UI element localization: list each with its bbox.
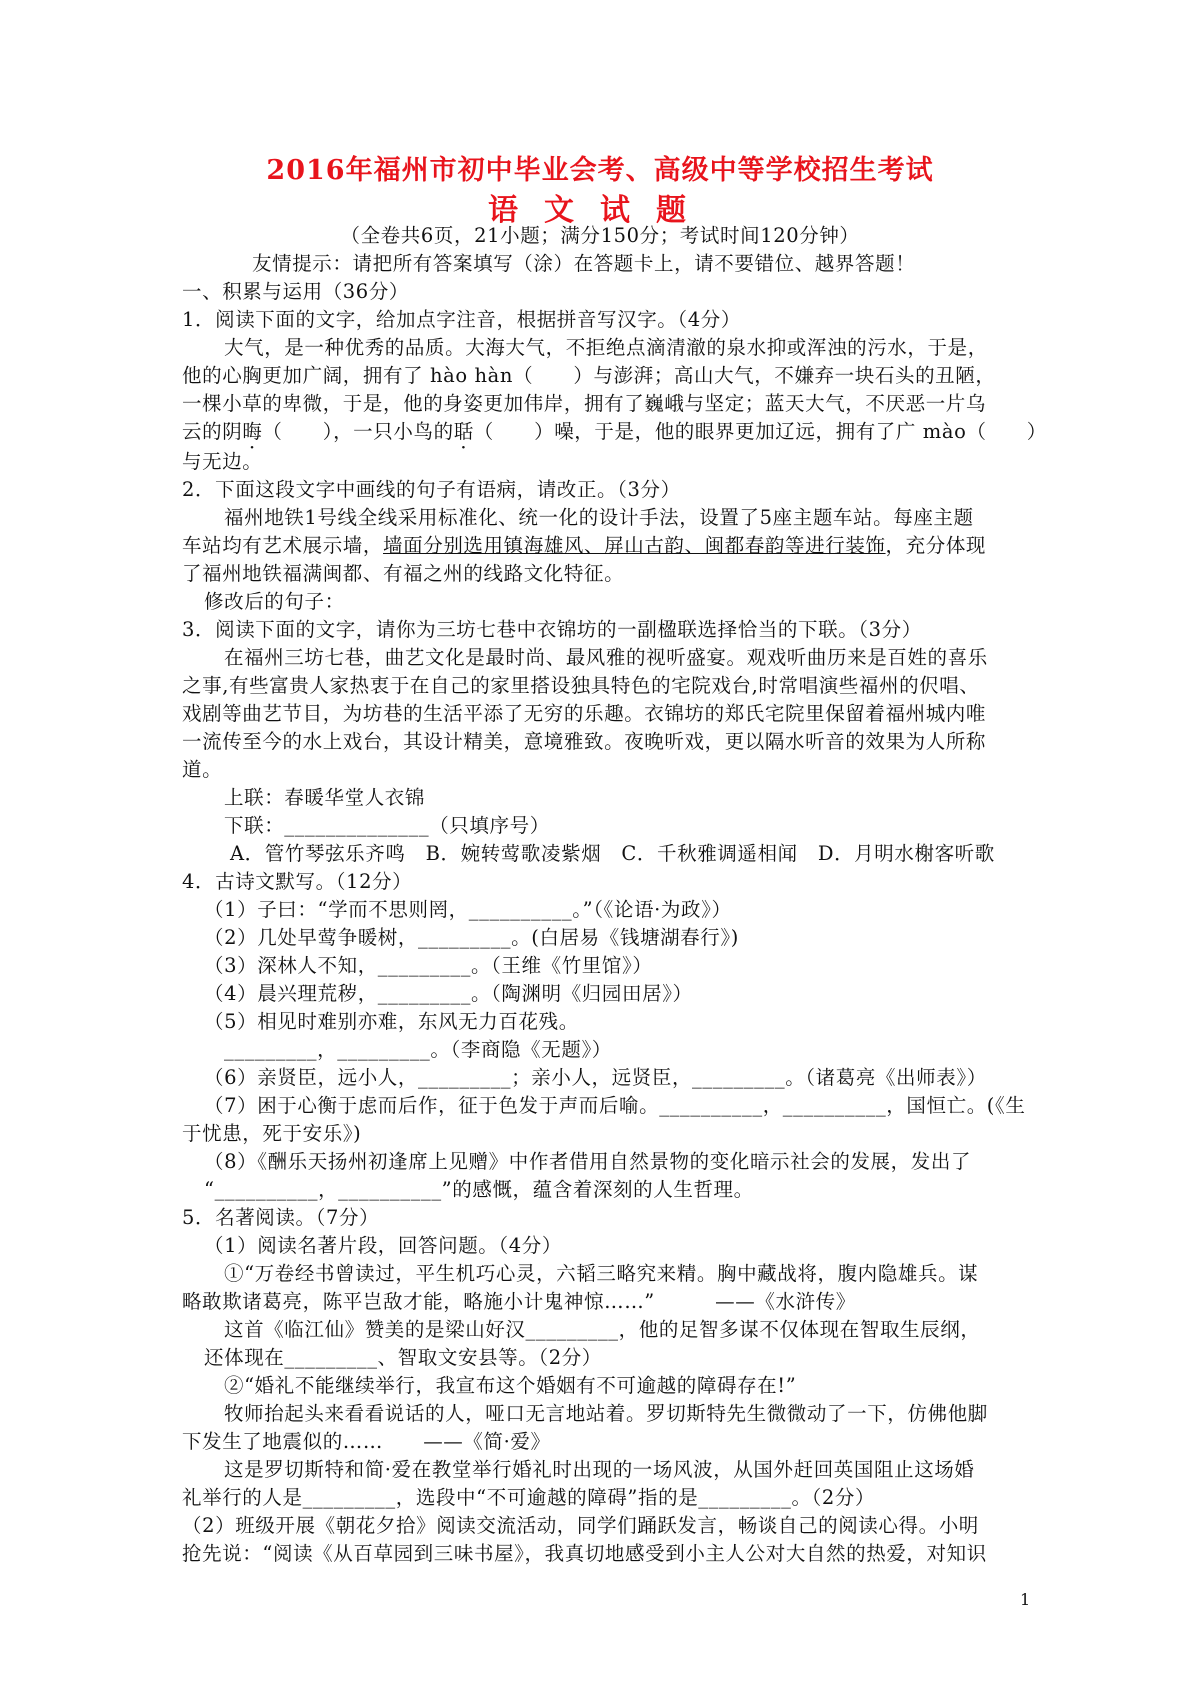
couplet-upper: 上联：春暖华堂人衣锦 [224, 786, 426, 809]
page-number: 1 [1020, 1590, 1031, 1609]
q5-text-line: 牧师抬起头来看看说话的人，哑口无言地站着。罗切斯特先生微微动了一下，仿佛他脚 [224, 1402, 988, 1425]
q3-heading: 3．阅读下面的文字，请你为三坊七巷中衣锦坊的一副楹联选择恰当的下联。（3分） [182, 618, 922, 641]
q5-text-line: 还体现在_________、智取文安县等。（2分） [204, 1346, 602, 1369]
q1-text-line: 他的心胸更加广阔，拥有了 hào hàn（ ）与澎湃；高山大气，不嫌弃一块石头的丑陋， [182, 364, 996, 387]
q3-text-line: 一流传至今的水上戏台，其设计精美，意境雅致。夜晚听戏，更以隔水听音的效果为人所称 [182, 730, 987, 753]
couplet-lower: 下联：______________（只填序号） [224, 814, 550, 837]
dotted-char: 聒 [453, 420, 474, 443]
section-heading: 一、积累与运用（36分） [182, 280, 410, 303]
q3-text-line: 道。 [182, 758, 223, 781]
q1-text-line: 大气，是一种优秀的品质。大海大气，不拒绝点滴清澈的泉水抑或浑浊的污水，于是， [224, 336, 988, 359]
q4-item: _________，_________。（李商隐《无题》） [224, 1038, 612, 1061]
q1-text-line: 与无边。 [182, 450, 263, 473]
underlined-sentence: 墙面分别选用镇海雄风、屏山古韵、闽都春韵等进行装饰 [383, 534, 886, 557]
exam-tip: 友情提示：请把所有答案填写（涂）在答题卡上，请不要错位、越界答题！ [252, 252, 916, 275]
q2-text-line [182, 532, 1032, 560]
q5-text-line: 这首《临江仙》赞美的是梁山好汉_________，他的足智多谋不仅体现在智取生辰纲， [224, 1318, 981, 1341]
q3-text-line: 之事,有些富贵人家热衷于在自己的家里搭设独具特色的宅院戏台,时常唱演些福州的伬唱、 [182, 674, 980, 697]
q2-text-line: 福州地铁1号线全线采用标准化、统一化的设计手法，设置了5座主题车站。每座主题 [224, 506, 974, 529]
q4-heading: 4．古诗文默写。（12分） [182, 870, 413, 893]
q4-item: （7）困于心衡于虑而后作，征于色发于声而后喻。__________，__________，国恒亡。(《生 [204, 1094, 1026, 1117]
q4-item: （2）几处早莺争暖树，_________。(白居易《钱塘湖春行》) [204, 926, 739, 949]
q5-part: （2）班级开展《朝花夕拾》阅读交流活动，同学们踊跃发言，畅谈自己的阅读心得。小明 [182, 1514, 979, 1537]
q5-text-line: ②“婚礼不能继续举行，我宣布这个婚姻有不可逾越的障碍存在!” [224, 1374, 797, 1397]
exam-subtitle: 语文试题 [488, 193, 712, 228]
q5-text-line: 下发生了地震似的…… ——《简·爱》 [182, 1430, 551, 1453]
q4-item: （5）相见时难别亦难，东风无力百花残。 [204, 1010, 579, 1033]
q5-text-line: 抢先说：“阅读《从百草园到三味书屋》，我真切地感受到小主人公对大自然的热爱，对知识 [182, 1542, 987, 1565]
q5-text-line: 这是罗切斯特和简·爱在教堂举行婚礼时出现的一场风波，从国外赶回英国阻止这场婚 [224, 1458, 975, 1481]
couplet-options: A．管竹琴弦乐齐鸣 B．婉转莺歌凌紫烟 C．千秋雅调遥相闻 D．月明水榭客听歌 [230, 842, 995, 865]
q3-text-line: 戏剧等曲艺节目，为坊巷的生活平添了无穷的乐趣。衣锦坊的郑氏宅院里保留着福州城内唯 [182, 702, 987, 725]
exam-title: 2016年福州市初中毕业会考、高级中等学校招生考试 [266, 155, 934, 186]
q5-heading: 5．名著阅读。（7分） [182, 1206, 380, 1229]
q4-item: （6）亲贤臣，远小人，_________；亲小人，远贤臣，_________。（诸葛亮《出师表》） [204, 1066, 987, 1089]
exam-meta: （全卷共6页，21小题；满分150分；考试时间120分钟） [340, 224, 860, 247]
q1-text-segment: （ ），一只小鸟的 [262, 420, 454, 443]
q1-text-line: 一棵小草的卑微，于是，他的身姿更加伟岸，拥有了巍峨与坚定；蓝天大气，不厌恶一片乌 [182, 392, 987, 415]
q5-text-line: ①“万卷经书曾读过，平生机巧心灵，六韬三略究来精。胸中藏战将，腹内隐雄兵。谋 [224, 1262, 979, 1285]
q4-item: （4）晨兴理荒秽，_________。（陶渊明《归园田居》） [204, 982, 693, 1005]
q4-item: 于忧患，死于安乐》) [182, 1122, 362, 1145]
q2-text-segment: 车站均有艺术展示墙， [182, 534, 384, 557]
q1-text-line [182, 418, 1047, 446]
q1-text-segment: 云的阴 [182, 420, 243, 443]
q3-text-line: 在福州三坊七巷，曲艺文化是最时尚、最风雅的视听盛宴。观戏听曲历来是百姓的喜乐 [224, 646, 988, 669]
q1-heading: 1．阅读下面的文字，给加点字注音，根据拼音写汉字。（4分） [182, 308, 741, 331]
q2-text-segment: ，充分体现 [885, 534, 987, 557]
q1-text-segment: （ ）噪，于是，他的眼界更加辽远，拥有了广 mào（ ） [473, 420, 1047, 443]
q2-answer-prompt: 修改后的句子： [204, 590, 345, 613]
q4-item: （3）深林人不知，_________。（王维《竹里馆》） [204, 954, 653, 977]
q4-item: （8）《酬乐天扬州初逢席上见赠》中作者借用自然景物的变化暗示社会的发展，发出了 [204, 1150, 972, 1173]
q4-item: （1）子曰：“学而不思则罔，__________。”（《论语·为政》） [204, 898, 732, 921]
q5-text-line: 礼举行的人是_________，选段中“不可逾越的障碍”指的是_________。（2分） [182, 1486, 876, 1509]
q2-heading: 2．下面这段文字中画线的句子有语病，请改正。（3分） [182, 478, 681, 501]
dotted-char: 晦 [242, 420, 263, 443]
q2-text-line: 了福州地铁福满闽都、有福之州的线路文化特征。 [182, 562, 625, 585]
q5-text-line: 略敢欺诸葛亮，陈平岂敌才能，略施小计鬼神惊……” ——《水浒传》 [182, 1290, 856, 1313]
q4-item: “__________，__________”的感慨，蕴含着深刻的人生哲理。 [204, 1178, 754, 1201]
q5-part: （1）阅读名著片段，回答问题。（4分） [204, 1234, 562, 1257]
